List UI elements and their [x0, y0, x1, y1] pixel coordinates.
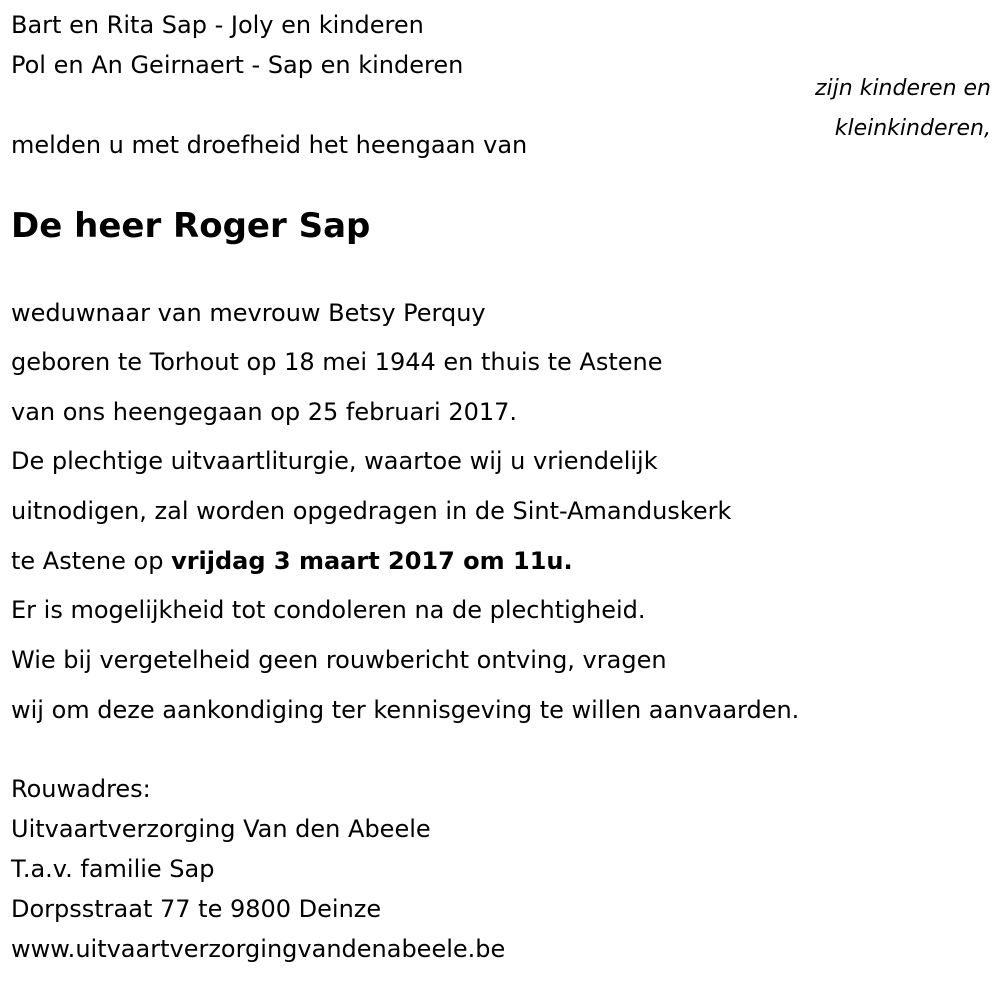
family-line-1: Bart en Rita Sap - Joly en kinderen — [11, 11, 424, 39]
body-line-9: wij om deze aankondiging ter kennisgeving te willen aanvaarden. — [11, 696, 800, 724]
family-line-2: Pol en An Geirnaert - Sap en kinderen — [11, 51, 464, 79]
body-line-2: geboren te Torhout op 18 mei 1944 en thuis te Astene — [11, 348, 663, 376]
body-line-8: Wie bij vergetelheid geen rouwbericht ontving, vragen — [11, 646, 667, 674]
funeral-date: vrijdag 3 maart 2017 om 11u. — [171, 547, 573, 575]
address-label: Rouwadres: — [11, 775, 151, 803]
body-line-4: De plechtige uitvaartliturgie, waartoe wij u vriendelijk — [11, 447, 658, 475]
body-line-3: van ons heengegaan op 25 februari 2017. — [11, 398, 518, 426]
body-line-7: Er is mogelijkheid tot condoleren na de plechtigheid. — [11, 596, 646, 624]
address-website[interactable]: www.uitvaartverzorgingvandenabeele.be — [11, 935, 506, 963]
address-attention: T.a.v. familie Sap — [11, 855, 215, 883]
right-line-2: kleinkinderen, — [834, 116, 991, 141]
body-line-1: weduwnaar van mevrouw Betsy Perquy — [11, 299, 486, 327]
body-line-6-prefix: te Astene op — [11, 547, 172, 575]
body-line-6 — [11, 546, 573, 576]
address-company: Uitvaartverzorging Van den Abeele — [11, 815, 431, 843]
address-street: Dorpsstraat 77 te 9800 Deinze — [11, 895, 382, 923]
body-line-5: uitnodigen, zal worden opgedragen in de Sint-Amanduskerk — [11, 497, 732, 525]
right-line-1: zijn kinderen en — [815, 76, 991, 101]
announcement-line: melden u met droefheid het heengaan van — [11, 131, 528, 159]
deceased-name: De heer Roger Sap — [11, 206, 371, 246]
